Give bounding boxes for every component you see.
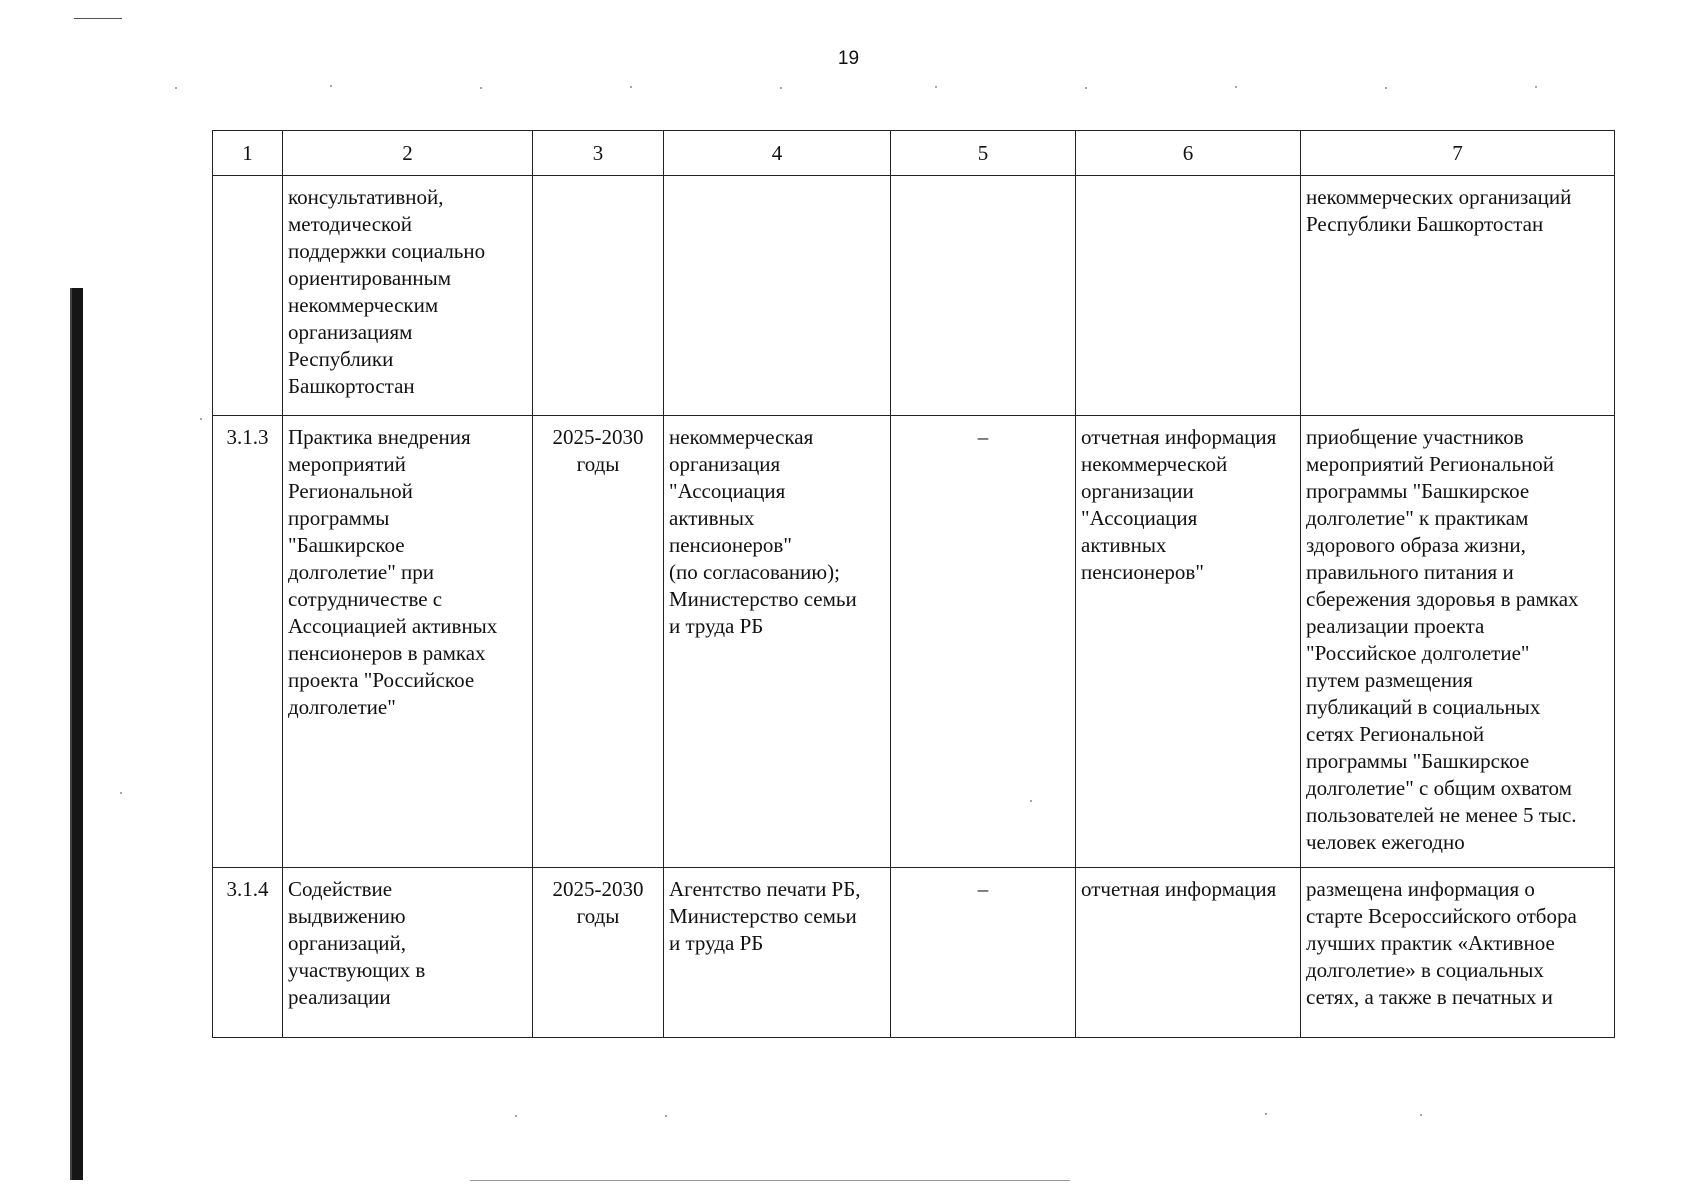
scan-edge-mark xyxy=(74,18,122,19)
column-header: 2 xyxy=(283,131,533,176)
scan-bottom-rule xyxy=(470,1180,1070,1181)
scan-speck xyxy=(665,1115,667,1117)
column-header: 3 xyxy=(533,131,664,176)
column-header: 6 xyxy=(1076,131,1301,176)
scan-binding-edge xyxy=(72,288,83,1180)
item-number-cell xyxy=(213,176,283,416)
scan-speck xyxy=(330,85,332,87)
report-cell: отчетная информация xyxy=(1076,868,1301,1038)
executor-cell xyxy=(664,176,891,416)
table-row xyxy=(213,176,1615,416)
funding-cell xyxy=(891,176,1076,416)
activity-cell: консультативной, методической поддержки социально ориентированным некоммерческим организациям Республики Башкортостан xyxy=(283,176,533,416)
result-cell: размещена информация о старте Всероссийского отбора лучших практик «Активное долголетие» в социальных сетях, а также в печатных и xyxy=(1301,868,1615,1038)
scan-speck xyxy=(515,1115,517,1117)
item-number-cell: 3.1.4 xyxy=(213,868,283,1038)
report-cell: отчетная информация некоммерческой организации "Ассоциация активных пенсионеров" xyxy=(1076,416,1301,868)
funding-cell: – xyxy=(891,868,1076,1038)
scan-speck xyxy=(1535,86,1537,88)
column-header: 4 xyxy=(664,131,891,176)
measures-table xyxy=(212,130,1615,1038)
table-row xyxy=(213,416,1615,868)
executor-cell: Агентство печати РБ, Министерство семьи и труда РБ xyxy=(664,868,891,1038)
scan-speck xyxy=(1085,87,1087,89)
scan-speck xyxy=(780,87,782,89)
period-cell xyxy=(533,176,664,416)
table-header-row xyxy=(213,131,1615,176)
period-cell: 2025-2030 годы xyxy=(533,416,664,868)
scan-speck xyxy=(935,86,937,88)
result-cell: приобщение участников мероприятий Региональной программы "Башкирское долголетие" к практикам здорового образа жизни, правильного питания и сбережения здоровья в рамках реализации проекта "Российское долголетие" путем размещения публикаций в социальных сетях Региональной программы "Башкирское долголетие" с общим охватом пользователей не менее 5 тыс. человек ежегодно xyxy=(1301,416,1615,868)
scan-speck xyxy=(200,418,202,420)
scan-speck xyxy=(175,87,177,89)
scan-speck xyxy=(120,792,122,794)
scan-speck xyxy=(630,86,632,88)
scan-speck xyxy=(1235,86,1237,88)
item-number-cell: 3.1.3 xyxy=(213,416,283,868)
scan-speck xyxy=(1265,1113,1267,1115)
scan-speck xyxy=(1385,87,1387,89)
activity-cell: Практика внедрения мероприятий Региональной программы "Башкирское долголетие" при сотрудничестве с Ассоциацией активных пенсионеров в рамках проекта "Российское долголетие" xyxy=(283,416,533,868)
page-number: 19 xyxy=(837,48,860,69)
scan-speck xyxy=(1420,1114,1422,1116)
result-cell: некоммерческих организаций Республики Башкортостан xyxy=(1301,176,1615,416)
activity-cell: Содействие выдвижению организаций, участвующих в реализации xyxy=(283,868,533,1038)
table-row xyxy=(213,868,1615,1038)
report-cell xyxy=(1076,176,1301,416)
funding-cell: – xyxy=(891,416,1076,868)
period-cell: 2025-2030 годы xyxy=(533,868,664,1038)
executor-cell: некоммерческая организация "Ассоциация активных пенсионеров" (по согласованию); Министерство семьи и труда РБ xyxy=(664,416,891,868)
column-header: 7 xyxy=(1301,131,1615,176)
scan-speck xyxy=(480,87,482,89)
column-header: 1 xyxy=(213,131,283,176)
column-header: 5 xyxy=(891,131,1076,176)
